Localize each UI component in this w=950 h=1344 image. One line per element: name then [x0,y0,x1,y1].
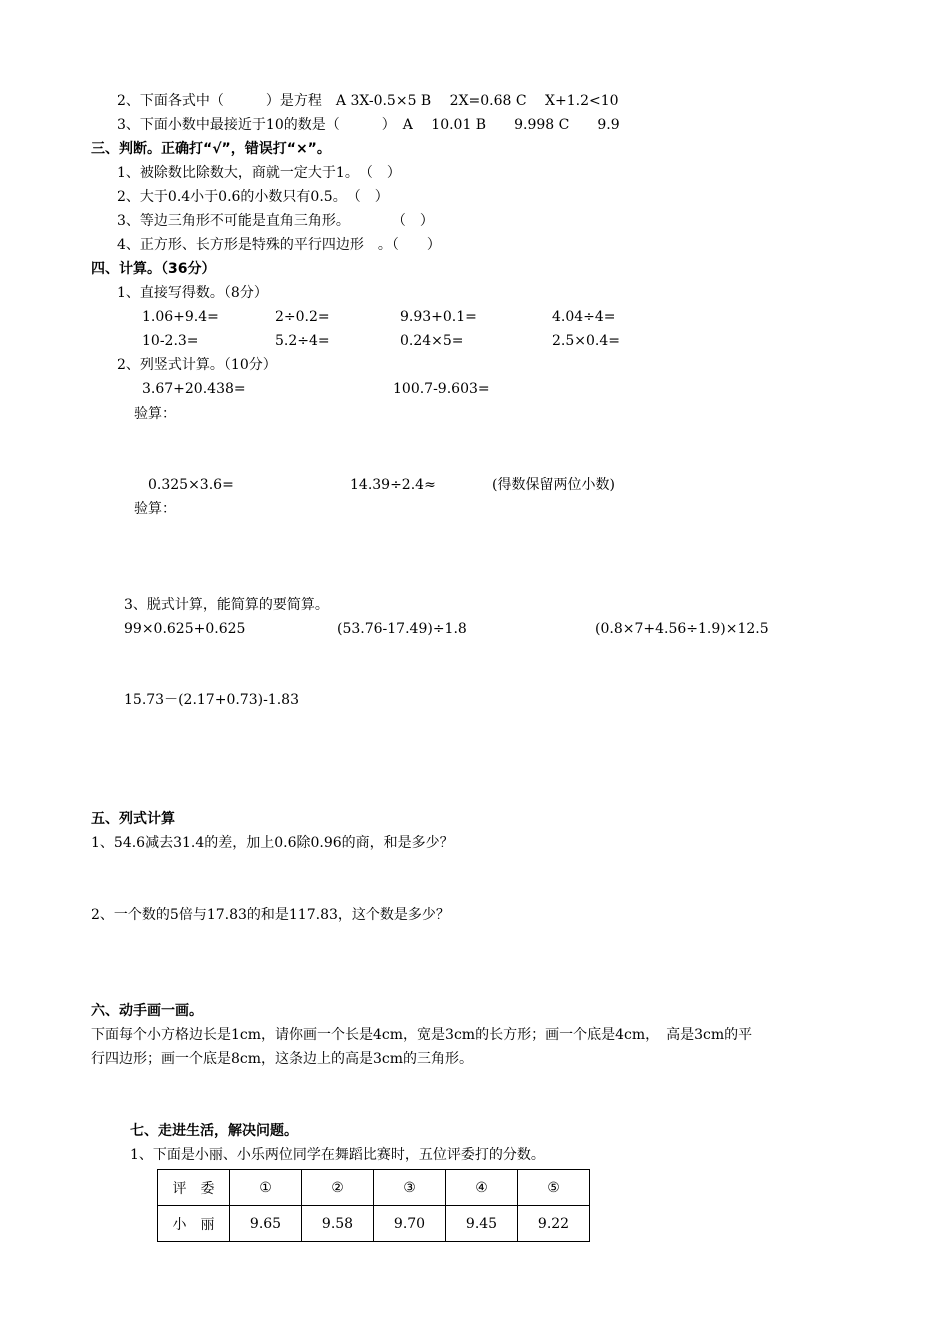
vertical-calc-1: 3.67+20.438= [142,381,246,397]
step-calc-4: 15.73－(2.17+0.73)-1.83 [124,692,299,708]
word-problem-1: 1、54.6减去31.4的差，加上0.6除0.96的商，和是多少？ [91,835,454,851]
table-header-row [158,1170,590,1206]
table-header-cell: ③ [374,1170,446,1206]
section-4-part-1: 1、直接写得数。（8分） [117,285,268,301]
section-6-title: 六、动手画一画。 [91,1003,203,1019]
table-cell: 小 丽 [158,1206,230,1242]
drawing-instructions-line-1: 下面每个小方格边长是1cm，请你画一个长是4cm，宽是3cm的长方形；画一个底是4cm， 高是3cm的平 [91,1027,753,1043]
table-row [158,1206,590,1242]
direct-calc-6: 5.2÷4= [275,333,330,349]
section-7-title: 七、走进生活，解决问题。 [130,1123,298,1139]
question-2-2: 2、下面各式中（ ）是方程 A 3X-0.5×5 B 2X=0.68 C X+1.2<10 [117,93,619,109]
direct-calc-4: 4.04÷4= [552,309,616,325]
table-cell: 9.22 [518,1206,590,1242]
section-5-title: 五、列式计算 [91,811,175,827]
vertical-calc-3: 0.325×3.6= [148,477,234,493]
judge-item-1: 1、被除数比除数大，商就一定大于1。 （ ） [117,165,401,181]
drawing-instructions-line-2: 行四边形；画一个底是8cm，这条边上的高是3cm的三角形。 [91,1051,474,1067]
direct-calc-8: 2.5×0.4= [552,333,620,349]
word-problem-2: 2、一个数的5倍与17.83的和是117.83，这个数是多少？ [91,907,450,923]
vertical-calc-4: 14.39÷2.4≈ [350,477,436,493]
direct-calc-7: 0.24×5= [400,333,464,349]
table-cell: 9.70 [374,1206,446,1242]
table-header-cell: ② [302,1170,374,1206]
check-label-1: 验算： [134,406,176,422]
table-cell: 9.45 [446,1206,518,1242]
question-2-3: 3、下面小数中最接近于10的数是（ ） A 10.01 B 9.998 C 9.9 [117,117,620,133]
step-calc-3: (0.8×7+4.56÷1.9)×12.5 [595,621,769,637]
life-problem-1: 1、下面是小丽、小乐两位同学在舞蹈比赛时，五位评委打的分数。 [130,1147,545,1163]
check-label-2: 验算： [134,501,176,517]
direct-calc-1: 1.06+9.4= [142,309,219,325]
judge-item-3: 3、等边三角形不可能是直角三角形。 （ ） [117,213,434,229]
step-calc-2: (53.76-17.49)÷1.8 [337,621,467,637]
table-header-cell: ④ [446,1170,518,1206]
table-cell: 9.65 [230,1206,302,1242]
section-4-part-2: 2、列竖式计算。（10分） [117,357,277,373]
judge-item-2: 2、大于0.4小于0.6的小数只有0.5。 （ ） [117,189,389,205]
vertical-calc-2: 100.7-9.603= [393,381,490,397]
section-4-part-3: 3、脱式计算，能简算的要简算。 [124,597,329,613]
judge-item-4: 4、正方形、长方形是特殊的平行四边形 。（ ） [117,237,441,253]
rounding-note: (得数保留两位小数) [492,477,615,493]
table-cell: 9.58 [302,1206,374,1242]
table-header-cell: 评 委 [158,1170,230,1206]
step-calc-1: 99×0.625+0.625 [124,621,246,637]
section-4-title: 四、计算。（36分） [91,261,216,277]
score-table [157,1169,590,1242]
table-header-cell: ① [230,1170,302,1206]
table-header-cell: ⑤ [518,1170,590,1206]
section-3-title: 三、判断。正确打“√”，错误打“×”。 [91,141,331,157]
direct-calc-2: 2÷0.2= [275,309,330,325]
direct-calc-3: 9.93+0.1= [400,309,477,325]
direct-calc-5: 10-2.3= [142,333,199,349]
